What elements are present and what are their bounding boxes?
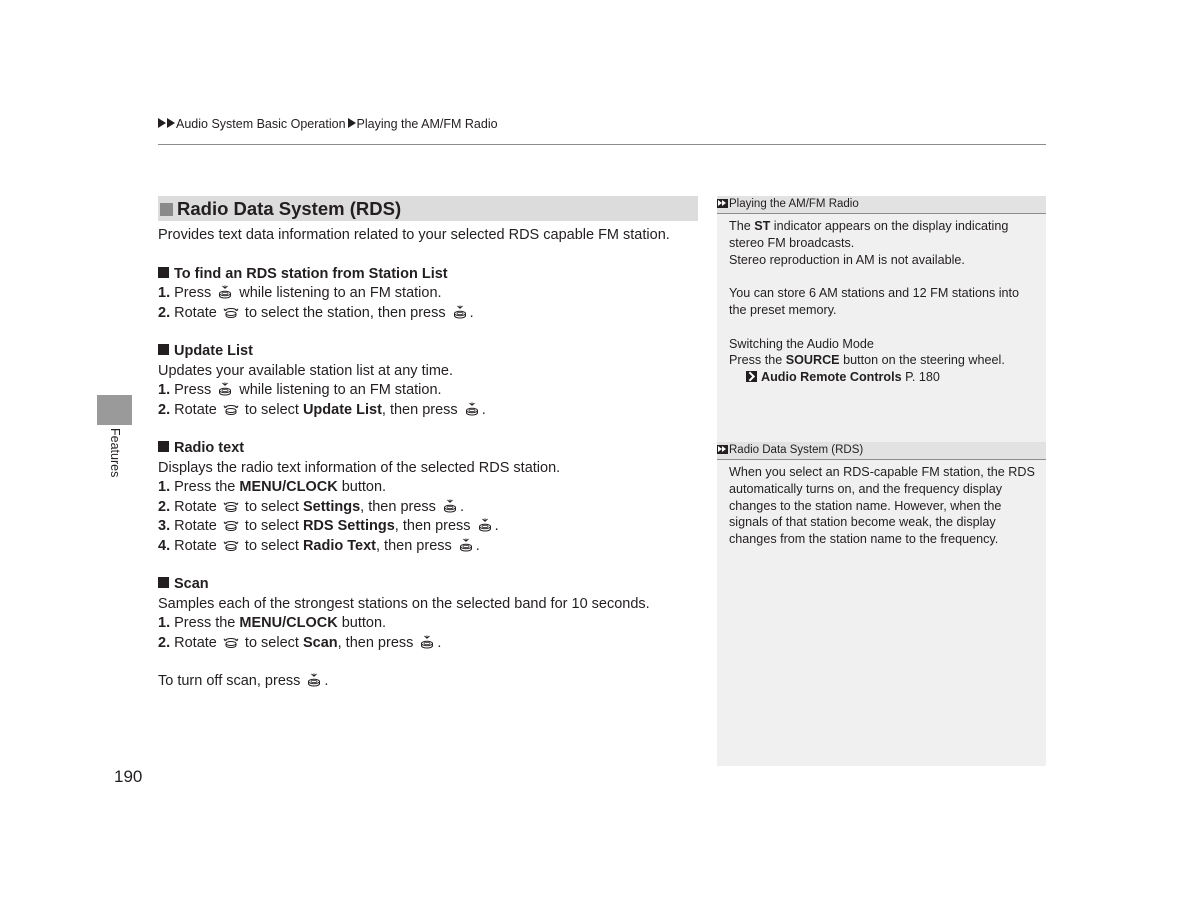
note-body: The ST indicator appears on the display indicating stereo FM broadcasts. Stereo reproduction in AM is not available. You can store 6 AM stations and 12 FM stations into the preset memory. Switching the Audio Mode Press the SOURCE button on the steering wheel. Audio Remote Controls P. 180 (729, 218, 1041, 386)
breadcrumb (158, 117, 498, 131)
knob-press-icon (452, 305, 468, 319)
bullet-square-icon (158, 267, 169, 278)
step: 2. Rotate to select Scan, then press . (158, 634, 442, 651)
subsection-desc: Displays the radio text information of the selected RDS station. (158, 459, 561, 476)
knob-rotate-icon (223, 305, 239, 319)
step: 2. Rotate to select Settings, then press . (158, 498, 464, 515)
section-intro: Provides text data information related to your selected RDS capable FM station. (158, 227, 670, 243)
knob-rotate-icon (223, 499, 239, 513)
knob-rotate-icon (223, 518, 239, 532)
heading-square-icon (160, 203, 173, 216)
page-number: 190 (114, 767, 143, 786)
knob-press-icon (477, 518, 493, 532)
subsection-heading: Update List (158, 342, 703, 362)
cross-reference-link[interactable]: Audio Remote Controls P. 180 (729, 369, 1041, 386)
step: 1. Press while listening to an FM station. (158, 285, 442, 301)
note-arrow-icon (717, 445, 728, 454)
step: 3. Rotate to select RDS Settings, then press . (158, 518, 499, 534)
note-header: Playing the AM/FM Radio (717, 196, 1046, 214)
step: 1. Press the MENU/CLOCK button. (158, 615, 387, 631)
subsection-desc: Updates your available station list at any time. (158, 362, 453, 379)
step: 4. Rotate to select Radio Text, then press . (158, 537, 480, 554)
knob-rotate-icon (223, 402, 239, 416)
triangle-icon (167, 118, 175, 128)
bullet-square-icon (158, 344, 169, 355)
knob-press-icon (217, 382, 233, 396)
bullet-square-icon (158, 441, 169, 452)
subsection-heading: To find an RDS station from Station List (158, 265, 703, 285)
step: 1. Press the MENU/CLOCK button. (158, 479, 387, 495)
subsection-heading: Scan (158, 575, 703, 595)
notes-sidebar (717, 196, 1046, 766)
knob-press-icon (419, 635, 435, 649)
breadcrumb-item-audio-system[interactable]: Audio System Basic Operation (176, 117, 346, 131)
note-header: Radio Data System (RDS) (717, 442, 1046, 460)
reference-arrow-icon (746, 371, 757, 382)
chapter-tab (97, 395, 132, 425)
subsection-desc: Samples each of the strongest stations on the selected band for 10 seconds. (158, 595, 650, 612)
breadcrumb-item-am-fm-radio[interactable]: Playing the AM/FM Radio (356, 117, 498, 131)
step: 1. Press while listening to an FM station. (158, 382, 442, 398)
main-content (158, 226, 703, 692)
knob-press-icon (217, 285, 233, 299)
knob-press-icon (458, 538, 474, 552)
knob-press-icon (442, 499, 458, 513)
note-body: When you select an RDS-capable FM station, the RDS automatically turns on, and the frequency display changes to the station name. However, when the signals of that station become weak, the display changes from the station name to the frequency. (729, 465, 1035, 547)
step: 2. Rotate to select Update List, then press . (158, 401, 486, 418)
chapter-label: Features (108, 428, 122, 478)
note-arrow-icon (717, 199, 728, 208)
triangle-icon (348, 118, 356, 128)
knob-rotate-icon (223, 538, 239, 552)
triangle-icon (158, 118, 166, 128)
knob-rotate-icon (223, 635, 239, 649)
header-divider (158, 144, 1046, 145)
subsection-heading: Radio text (158, 439, 703, 459)
step: 2. Rotate to select the station, then press . (158, 304, 474, 321)
section-title: Radio Data System (RDS) (177, 198, 402, 219)
scan-off-note: To turn off scan, press . (158, 673, 329, 689)
knob-press-icon (306, 673, 322, 687)
knob-press-icon (464, 402, 480, 416)
section-heading (158, 196, 698, 221)
bullet-square-icon (158, 577, 169, 588)
